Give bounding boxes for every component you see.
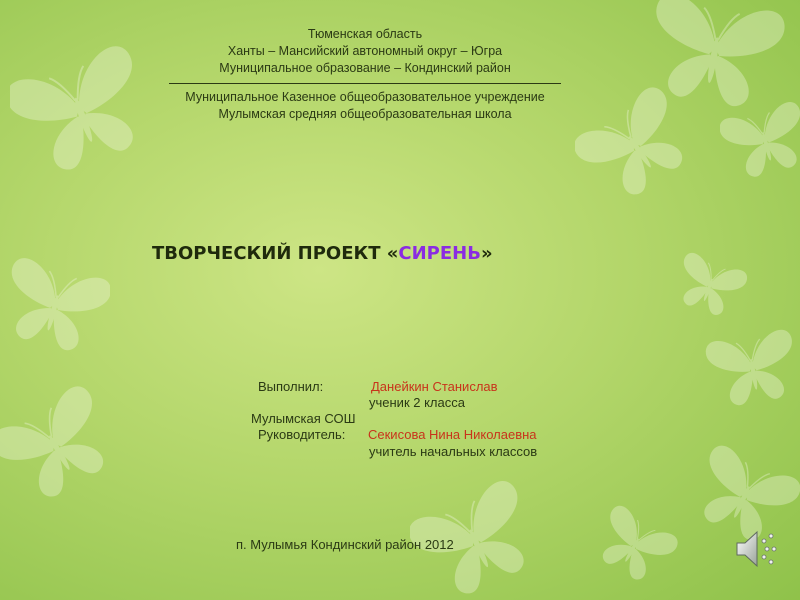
school-line: Мулымская средняя общеобразовательная школа (218, 107, 512, 121)
footer-place-year: п. Мулымья Кондинский район 2012 (236, 537, 454, 552)
butterfly-icon (705, 320, 800, 415)
butterfly-icon (670, 240, 750, 330)
student-role: ученик 2 класса (369, 395, 465, 410)
header-block (140, 26, 590, 123)
title-accent: СИРЕНЬ (398, 243, 481, 264)
supervisor-role: учитель начальных классов (369, 444, 538, 459)
institution-line: Муниципальное Казенное общеобразовательное учреждение (185, 90, 545, 104)
supervisor-name: Секисова Нина Николаевна (368, 427, 537, 442)
butterfly-icon (0, 240, 110, 370)
title-prefix: ТВОРЧЕСКИЙ ПРОЕКТ « (152, 243, 399, 264)
supervisor-label: Руководитель: (258, 427, 346, 442)
okrug-line: Ханты – Мансийский автономный округ – Югра (227, 44, 503, 58)
divider (169, 79, 561, 84)
student-name: Данейкин Станислав (371, 379, 498, 394)
district-line: Муниципальное образование – Кондинский район (219, 61, 511, 75)
school-name: Мулымская СОШ (251, 411, 356, 426)
butterfly-icon (720, 90, 800, 190)
butterfly-icon (590, 500, 680, 590)
butterfly-icon (0, 380, 115, 510)
title-suffix: » (480, 243, 493, 264)
performed-label: Выполнил: (258, 379, 324, 394)
butterfly-icon (575, 85, 695, 205)
page-title (152, 243, 493, 264)
region-line: Тюменская область (307, 27, 423, 41)
butterfly-icon (10, 30, 150, 190)
speaker-icon[interactable] (731, 524, 781, 574)
